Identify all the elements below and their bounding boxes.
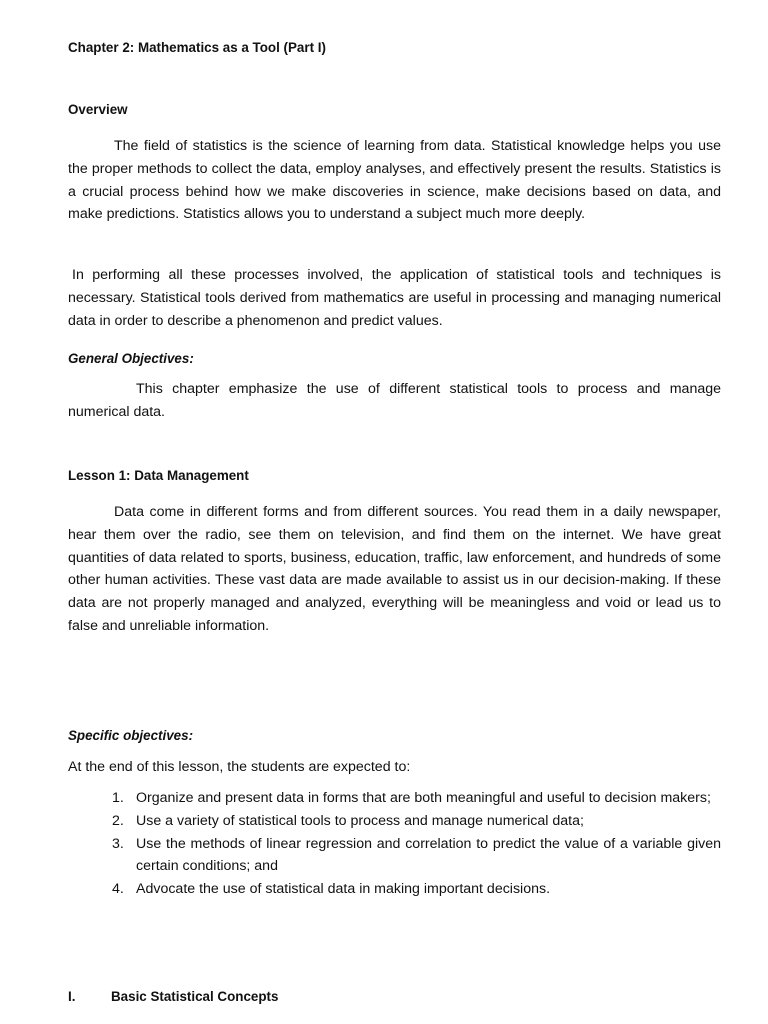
lesson-1-paragraph: Data come in different forms and from different sources. You read them in a daily newspaper, hear them over the radio, see them on television, and find them on the internet. We have great quantities of data related to sports, business, education, traffic, law enforcement, and hundreds of some other human activities. These vast data are made available to assist us in our decision-making. If these data are not properly managed and analyzed, everything will be meaningless and void or lead us to false and unreliable information. xyxy=(68,504,721,634)
list-item-number: 4. xyxy=(112,881,124,898)
list-item-text: Organize and present data in forms that are both meaningful and useful to decision makers; xyxy=(136,790,711,806)
list-item-number: 1. xyxy=(112,790,124,806)
list-item xyxy=(112,833,721,879)
list-item xyxy=(112,787,721,810)
list-item xyxy=(112,810,721,833)
overview-paragraph-1: The field of statistics is the science of learning from data. Statistical knowledge helps you use the proper methods to collect the data, employ analyses, and effectively present the results. Statistics is a crucial process behind how we make discoveries in science, make decisions based on data, and make predictions. Statistics allows you to understand a subject much more deeply. xyxy=(68,138,721,223)
lesson-1-heading: Lesson 1: Data Management xyxy=(68,468,249,483)
overview-paragraph-2: In performing all these processes involved, the application of statistical tools and techniques is necessary. Statistical tools derived from mathematics are useful in processing and managing numerical data in order to describe a phenomenon and predict values. xyxy=(68,267,721,329)
list-item-text: Advocate the use of statistical data in making important decisions. xyxy=(136,881,551,898)
list-item-text: Use the methods of linear regression and correlation to predict the value of a variable given certain conditions; and xyxy=(136,835,721,875)
list-item-text: Use a variety of statistical tools to process and manage numerical data; xyxy=(136,812,584,829)
general-objectives-heading: General Objectives: xyxy=(68,351,194,366)
list-item-number: 2. xyxy=(112,812,124,829)
list-item xyxy=(112,878,721,901)
specific-objectives-intro: At the end of this lesson, the students are expected to: xyxy=(68,759,411,775)
list-item-number: 3. xyxy=(112,835,124,852)
specific-objectives-heading: Specific objectives: xyxy=(68,728,194,743)
overview-heading: Overview xyxy=(68,102,128,117)
section-number: I. xyxy=(68,989,76,1004)
section-title: Basic Statistical Concepts xyxy=(111,989,279,1004)
chapter-title: Chapter 2: Mathematics as a Tool (Part I) xyxy=(68,40,326,55)
specific-objectives-list xyxy=(112,787,721,901)
general-objectives-text: This chapter emphasize the use of different statistical tools to process and manage numerical data. xyxy=(68,381,721,420)
